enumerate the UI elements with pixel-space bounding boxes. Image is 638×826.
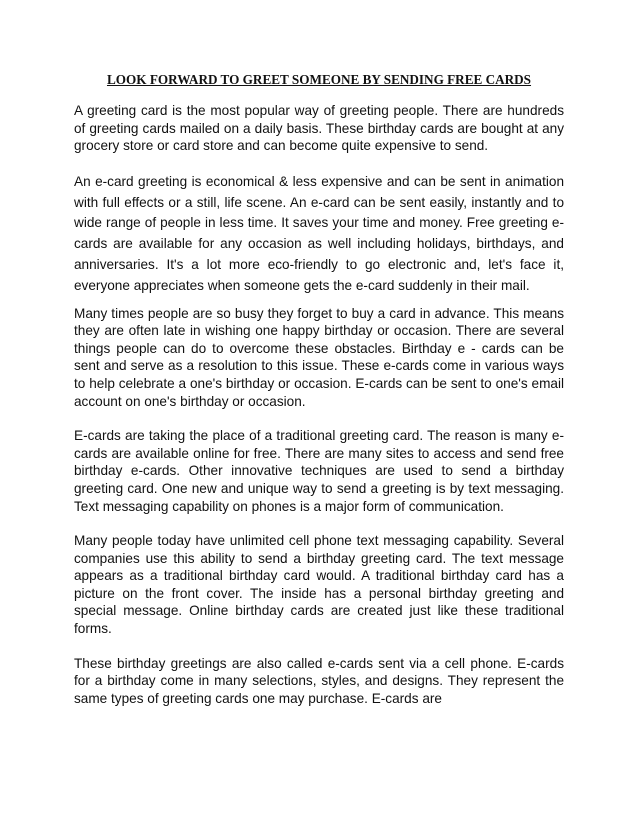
paragraph-3: Many times people are so busy they forget to buy a card in advance. This means they are often late in wishing one happy birthday or occasion. There are several things people can do to overcome these obstacles. Birthday e - cards can be sent and serve as a resolution to this issue. These e-cards come in various ways to help celebrate a one's birthday or occasion. E-cards can be sent to one's email account on one's birthday or occasion. [74,305,564,409]
paragraph-1: A greeting card is the most popular way of greeting people. There are hundreds of greeting cards mailed on a daily basis. These birthday cards are bought at any grocery store or card store and can become quite expensive to send. [74,103,564,154]
paragraph-4: E-cards are taking the place of a traditional greeting card. The reason is many e-cards are available online for free. There are many sites to access and send free birthday e-cards. Other innovative techniques are used to send a birthday greeting card. One new and unique way to send a greeting is by text messaging. Text messaging capability on phones is a major form of communication. [74,428,564,514]
paragraph-6: These birthday greetings are also called e-cards sent via a cell phone. E-cards for a birthday come in many selections, styles, and designs. They represent the same types of greeting cards one may purchase. E-cards are [74,655,564,706]
paragraph-2: An e-card greeting is economical & less expensive and can be sent in animation with full effects or a still, life scene. An e-card can be sent easily, instantly and to wide range of people in less time. It saves your time and money. Free greeting e-cards are available for any occasion as well including holidays, birthdays, and anniversaries. It's a lot more eco-friendly to go electronic and, let's face it, everyone appreciates when someone gets the e-card suddenly in their mail. [74,173,564,293]
paragraph-5: Many people today have unlimited cell phone text messaging capability. Several companies use this ability to send a birthday greeting card. The text message appears as a traditional birthday card would. A traditional birthday card has a picture on the front cover. The inside has a personal birthday greeting and special message. Online birthday cards are created just like these traditional forms. [74,533,564,637]
document-title: LOOK FORWARD TO GREET SOMEONE BY SENDING FREE CARDS [106,72,532,87]
